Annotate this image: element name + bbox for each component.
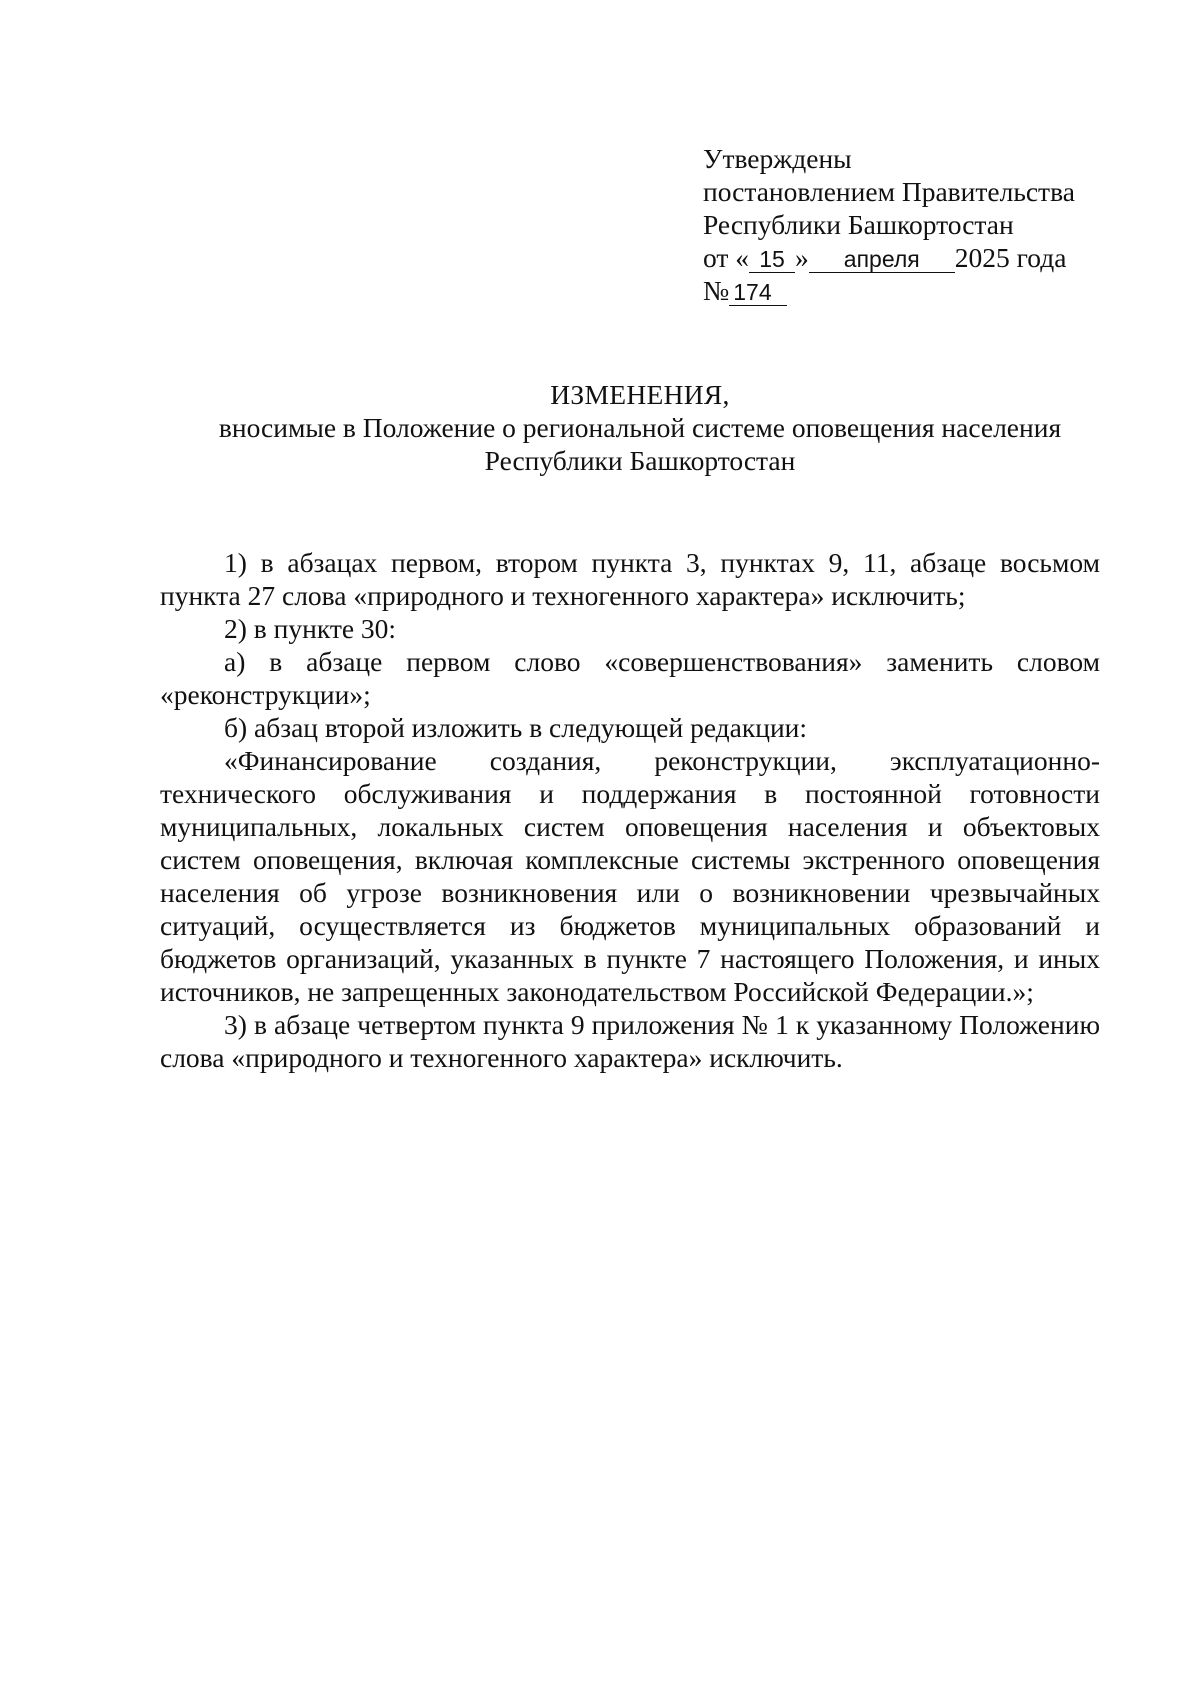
approval-line-republic: Республики Башкортостан [703, 209, 1014, 240]
approval-line-resolution: постановлением Правительства [703, 176, 1075, 207]
date-year: 2025 года [954, 242, 1067, 273]
date-month-field: апреля [809, 246, 955, 273]
document-subtitle-line1: вносимые в Положение о региональной системе оповещения населения [218, 412, 1062, 443]
date-prefix: от « [703, 242, 750, 273]
document-title: ИЗМЕНЕНИЯ, [550, 379, 730, 410]
document-heading [140, 378, 1140, 477]
paragraph-quoted-text: «Финансирование создания, реконструкции, эксплуатационно-технического обслуживания и поддержания в постоянной готовности муниципальных, локальных систем оповещения населения и объектовых систем оповещения, включая комплексные системы экстренного оповещения населения об угрозе возникновения или о возникновении чрезвычайных ситуаций, осуществляется из бюджетов муниципальных образований и бюджетов организаций, указанных в пункте 7 настоящего Положения, и иных источников, не запрещенных законодательством Российской Федерации.»; [160, 745, 1100, 1007]
paragraph-item-2a: а) в абзаце первом слово «совершенствования» заменить словом «реконструкции»; [160, 646, 1100, 710]
paragraph-item-3: 3) в абзаце четвертом пункта 9 приложения № 1 к указанному Положению слова «природного и техногенного характера» исключить. [160, 1009, 1100, 1073]
paragraph-item-2b: б) абзац второй изложить в следующей редакции: [224, 712, 808, 743]
approval-number-line [703, 274, 1143, 307]
approval-block [703, 142, 1143, 307]
paragraph-item-2: 2) в пункте 30: [224, 613, 397, 644]
document-body [160, 546, 1100, 1074]
document-subtitle-line2: Республики Башкортостан [484, 445, 796, 476]
date-mid: » [795, 242, 809, 273]
approval-line-approved: Утверждены [703, 143, 852, 174]
paragraph-item-1: 1) в абзацах первом, втором пункта 3, пунктах 9, 11, абзаце восьмом пункта 27 слова «природного и техногенного характера» исключить; [160, 547, 1100, 611]
number-prefix: № [703, 275, 730, 306]
approval-date-line [703, 241, 1143, 274]
date-day-field: 15 [749, 246, 795, 273]
number-field: 174 [729, 279, 787, 306]
